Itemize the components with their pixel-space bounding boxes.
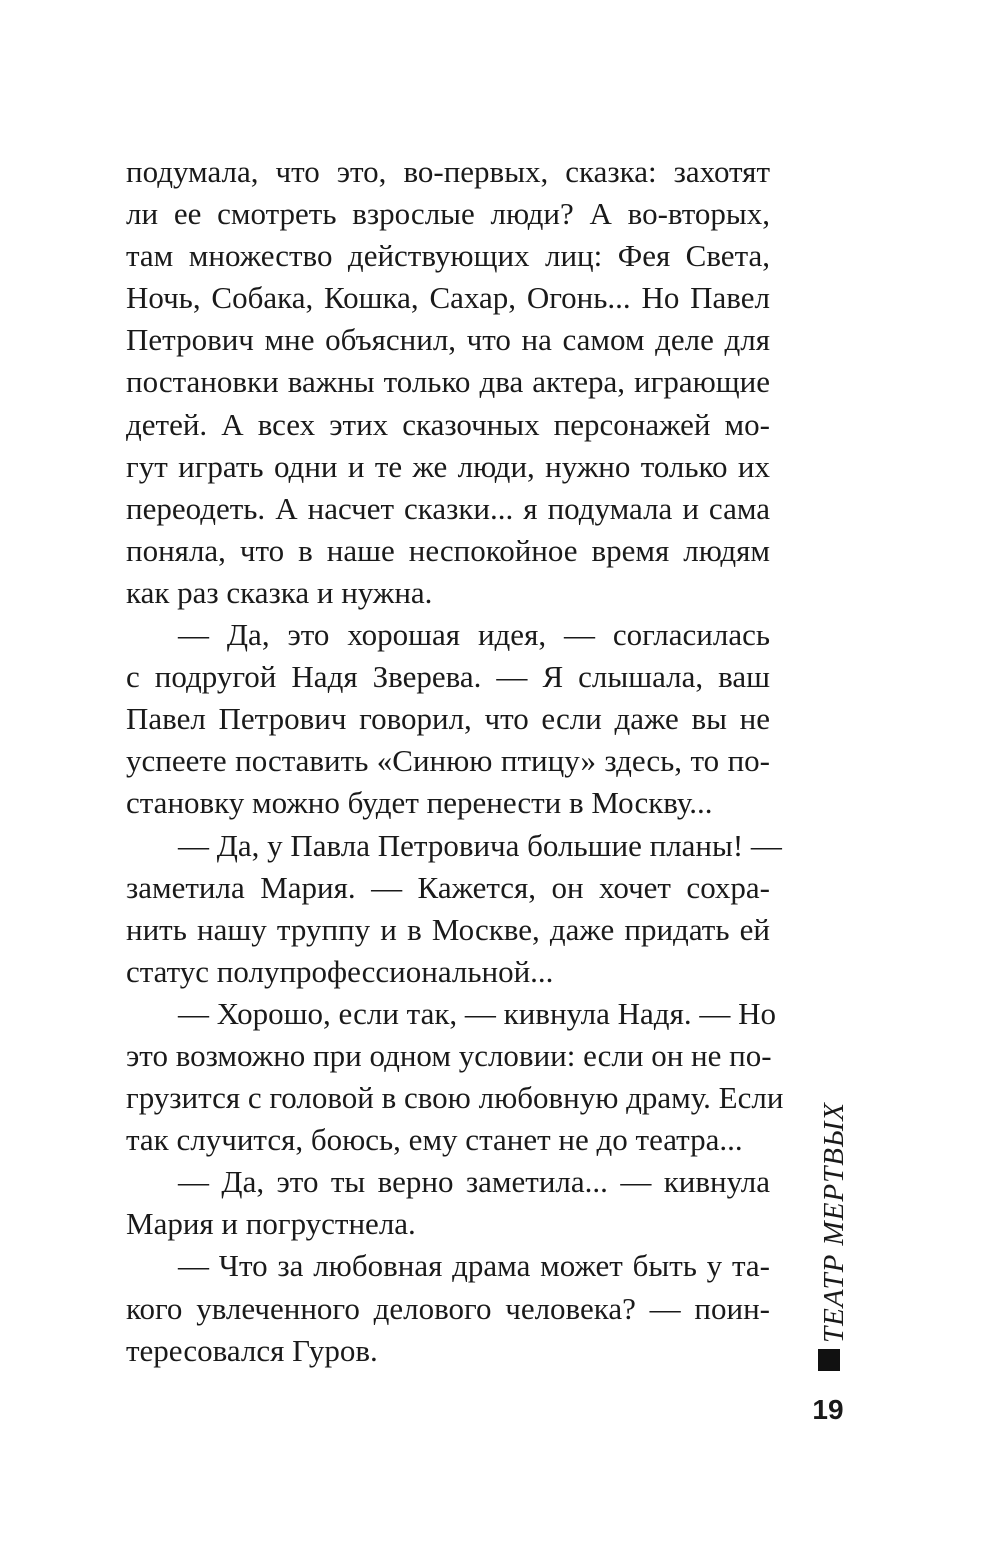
text-line: подумала, что это, во-первых, сказка: захотят (126, 154, 770, 189)
text-line: кого увлеченного делового человека? — поин- (126, 1290, 770, 1326)
text-line: успеете поставить «Синюю птицу» здесь, то по- (126, 743, 770, 779)
text-line: так случится, боюсь, ему станет не до театра... (126, 1122, 743, 1158)
text-line: — Да, это ты верно заметила... — кивнула (178, 1164, 770, 1200)
text-line: постановки важны только два актера, играющие (126, 364, 770, 400)
text-line: — Да, это хорошая идея, — согласилась (178, 617, 770, 653)
text-line: Мария и погрустнела. (126, 1206, 416, 1242)
page-number: 19 (812, 1394, 844, 1425)
text-line: Ночь, Собака, Кошка, Сахар, Огонь... Но Павел (126, 280, 770, 316)
text-line: — Что за любовная драма может быть у та- (178, 1248, 770, 1284)
text-line: грузится с головой в свою любовную драму. Если (126, 1080, 784, 1116)
running-title: ТЕАТР МЕРТВЫХ (818, 1102, 850, 1343)
text-line: статус полупрофессиональной... (126, 953, 554, 989)
text-line: детей. А всех этих сказочных персонажей мо- (126, 406, 770, 442)
text-line: это возможно при одном условии: если он не по- (126, 1037, 772, 1073)
text-line: гут играть одни и те же люди, нужно только их (126, 448, 770, 484)
text-line: с подругой Надя Зверева. — Я слышала, ваш (126, 659, 770, 695)
text-line: тересовался Гуров. (126, 1332, 378, 1368)
text-line: там множество действующих лиц: Фея Света, (126, 238, 770, 274)
square-marker-icon (818, 1349, 840, 1371)
text-line: Петрович мне объяснил, что на самом деле для (126, 322, 770, 358)
text-line: заметила Мария. — Кажется, он хочет сохра- (126, 869, 770, 905)
text-line: — Да, у Павла Петровича большие планы! — (178, 827, 782, 863)
text-line: — Хорошо, если так, — кивнула Надя. — Но (178, 995, 776, 1031)
text-line: как раз сказка и нужна. (126, 574, 433, 610)
text-line: поняла, что в наше неспокойное время людям (126, 532, 770, 568)
body-text (126, 151, 784, 1372)
text-line: Павел Петрович говорил, что если даже вы не (126, 701, 770, 737)
text-line: становку можно будет перенести в Москву... (126, 785, 713, 821)
text-line: переодеть. А насчет сказки... я подумала и сама (126, 490, 770, 526)
text-line: нить нашу труппу и в Москве, даже придать ей (126, 911, 770, 947)
text-line: ли ее смотреть взрослые люди? А во-вторых, (126, 196, 770, 232)
